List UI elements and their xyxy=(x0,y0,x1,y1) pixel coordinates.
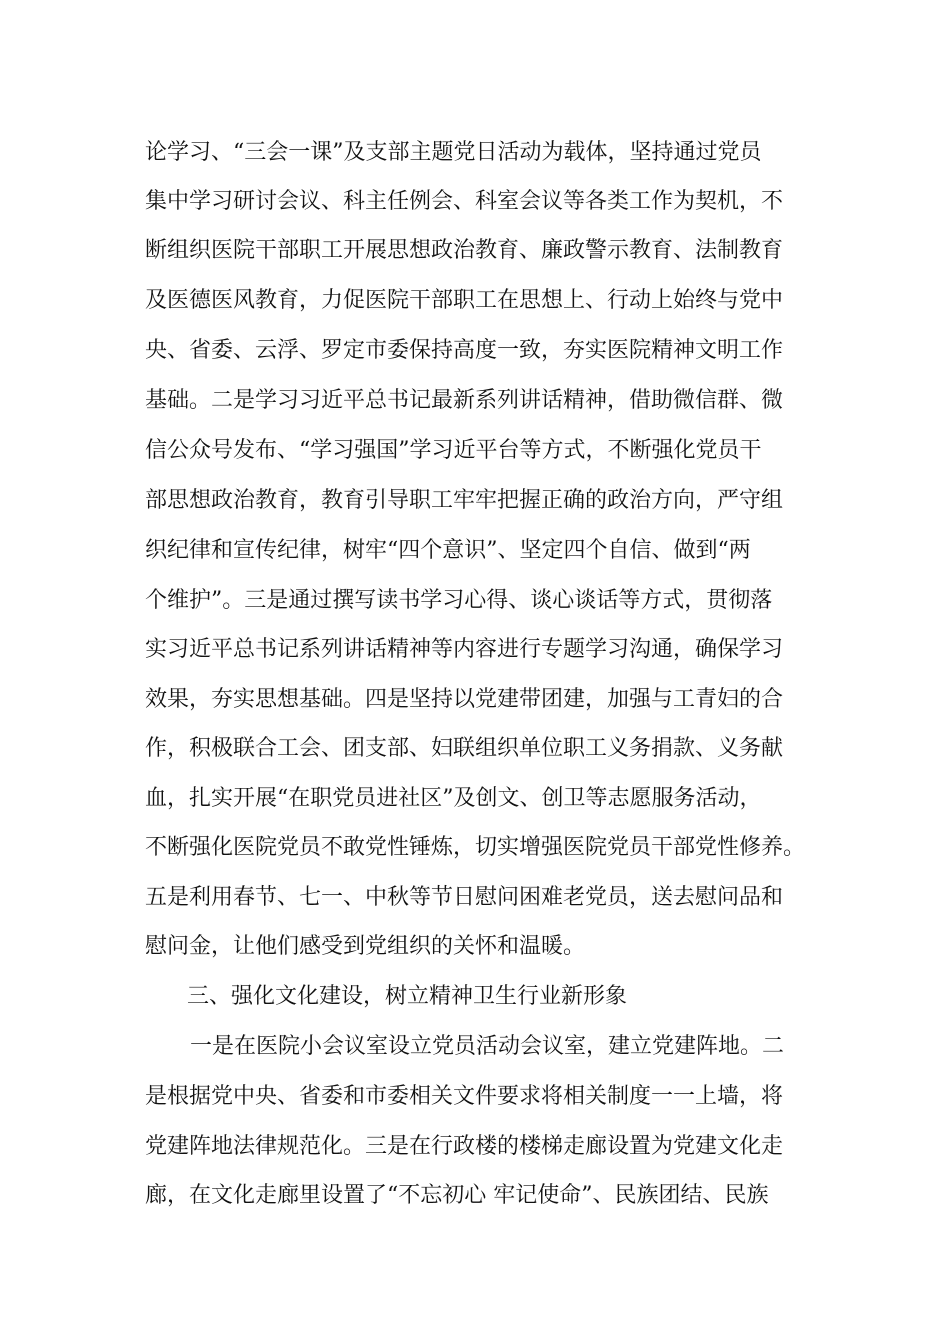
paragraph-1-line-4: 及医德医风教育，力促医院干部职工在思想上、行动上始终与党中 xyxy=(145,288,784,313)
paragraph-1-line-15: 不断强化医院党员不敢党性锤炼，切实增强医院党员干部党性修养。 xyxy=(145,835,806,860)
paragraph-1-line-13: 作，积极联合工会、团支部、妇联组织单位职工义务捐款、义务献 xyxy=(145,736,784,761)
paragraph-1-line-16: 五是利用春节、七一、中秋等节日慰问困难老党员，送去慰问品和 xyxy=(145,885,784,910)
paragraph-1-line-11: 实习近平总书记系列讲话精神等内容进行专题学习沟通，确保学习 xyxy=(145,637,784,662)
paragraph-2-line-2: 是根据党中央、省委和市委相关文件要求将相关制度一一上墙，将 xyxy=(145,1084,784,1109)
paragraph-1-line-3: 断组织医院干部职工开展思想政治教育、廉政警示教育、法制教育 xyxy=(145,238,784,263)
paragraph-1-line-17: 慰问金，让他们感受到党组织的关怀和温暖。 xyxy=(145,934,586,959)
paragraph-1-line-5: 央、省委、云浮、罗定市委保持高度一致，夯实医院精神文明工作 xyxy=(145,338,784,363)
paragraph-1-line-14: 血，扎实开展“在职党员进社区”及创文、创卫等志愿服务活动， xyxy=(145,786,762,811)
paragraph-2-line-4: 廊，在文化走廊里设置了“不忘初心 牢记使命”、民族团结、民族 xyxy=(145,1183,769,1208)
section-heading: 三、强化文化建设，树立精神卫生行业新形象 xyxy=(187,984,628,1009)
paragraph-1-line-1: 论学习、“三会一课”及支部主题党日活动为载体，坚持通过党员 xyxy=(145,140,762,165)
paragraph-1-line-10: 个维护”。三是通过撰写读书学习心得、谈心谈话等方式，贯彻落 xyxy=(145,588,773,613)
paragraph-1-line-7: 信公众号发布、“学习强国”学习近平台等方式，不断强化党员干 xyxy=(145,438,762,463)
paragraph-1-line-9: 织纪律和宣传纪律，树牢“四个意识”、坚定四个自信、做到“两 xyxy=(145,538,751,563)
paragraph-1-line-8: 部思想政治教育，教育引导职工牢牢把握正确的政治方向，严守组 xyxy=(145,488,784,513)
paragraph-2-line-3: 党建阵地法律规范化。三是在行政楼的楼梯走廊设置为党建文化走 xyxy=(145,1134,784,1159)
paragraph-1-line-6: 基础。二是学习习近平总书记最新系列讲话精神，借助微信群、微 xyxy=(145,388,784,413)
paragraph-1-line-12: 效果，夯实思想基础。四是坚持以党建带团建，加强与工青妇的合 xyxy=(145,687,784,712)
paragraph-1-line-2: 集中学习研讨会议、科主任例会、科室会议等各类工作为契机，不 xyxy=(145,189,784,214)
paragraph-2-line-1: 一是在医院小会议室设立党员活动会议室，建立党建阵地。二 xyxy=(190,1034,785,1059)
